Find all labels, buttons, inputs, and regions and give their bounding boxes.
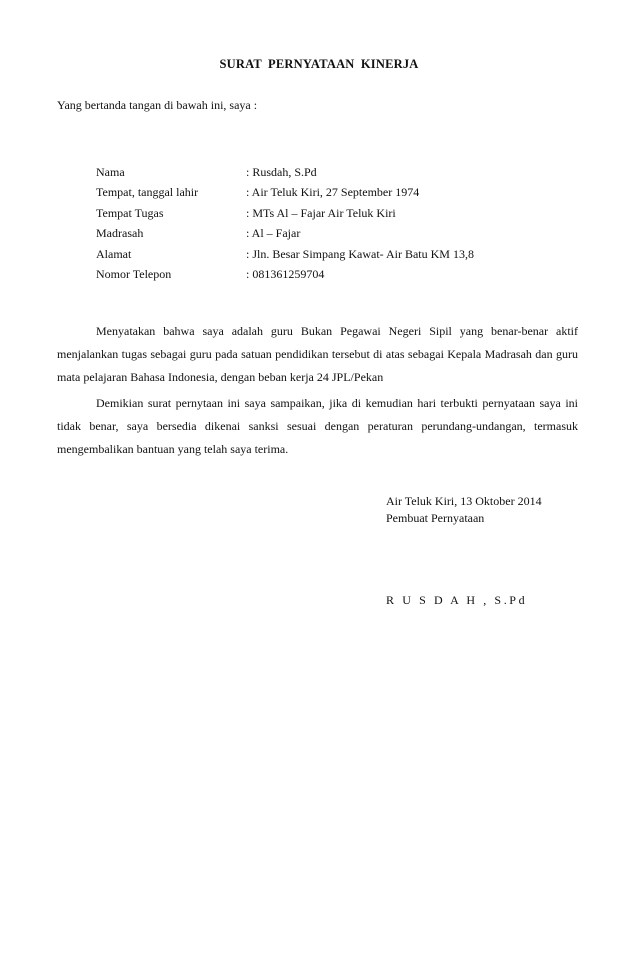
identity-row-address — [96, 247, 576, 267]
identity-label: Tempat Tugas — [96, 206, 164, 220]
identity-row-madrasah — [96, 226, 576, 246]
identity-label: Madrasah — [96, 226, 144, 240]
identity-value: : Jln. Besar Simpang Kawat- Air Batu KM 13,8 — [246, 247, 474, 261]
identity-value: : MTs Al – Fajar Air Teluk Kiri — [246, 206, 396, 220]
identity-row-workplace — [96, 206, 576, 226]
identity-label: Nomor Telepon — [96, 267, 172, 281]
statement-paragraph: Menyatakan bahwa saya adalah guru Bukan Pegawai Negeri Sipil yang benar-benar aktif menjalankan tugas sebagai guru pada satuan pendidikan tersebut di atas sebagai Kepala Madrasah dan guru mata pelajaran Bahasa Indonesia, dengan beban kerja 24 JPL/Pekan — [57, 324, 578, 384]
identity-row-phone — [96, 267, 576, 287]
document-title: SURAT PERNYATAAN KINERJA — [219, 57, 419, 71]
intro-text: Yang bertanda tangan di bawah ini, saya : — [57, 98, 258, 112]
identity-label: Tempat, tanggal lahir — [96, 185, 199, 199]
identity-value: : Al – Fajar — [246, 226, 301, 240]
identity-value: : Rusdah, S.Pd — [246, 165, 317, 179]
signature-name: R U S D A H , S.Pd — [386, 593, 528, 607]
identity-row-nama — [96, 165, 576, 185]
identity-value: : Air Teluk Kiri, 27 September 1974 — [246, 185, 420, 199]
identity-label: Alamat — [96, 247, 132, 261]
closing-paragraph: Demikian surat pernytaan ini saya sampaikan, jika di kemudian hari terbukti pernyataan saya ini tidak benar, saya bersedia dikenai sanksi sesuai dengan peraturan perundang-undangan, termasuk mengembalikan bantuan yang telah saya terima. — [57, 396, 578, 456]
signature-place-date: Air Teluk Kiri, 13 Oktober 2014 — [386, 494, 542, 508]
identity-label: Nama — [96, 165, 125, 179]
signature-role: Pembuat Pernyataan — [386, 511, 485, 525]
identity-row-birth — [96, 185, 576, 205]
identity-value: : 081361259704 — [246, 267, 325, 281]
